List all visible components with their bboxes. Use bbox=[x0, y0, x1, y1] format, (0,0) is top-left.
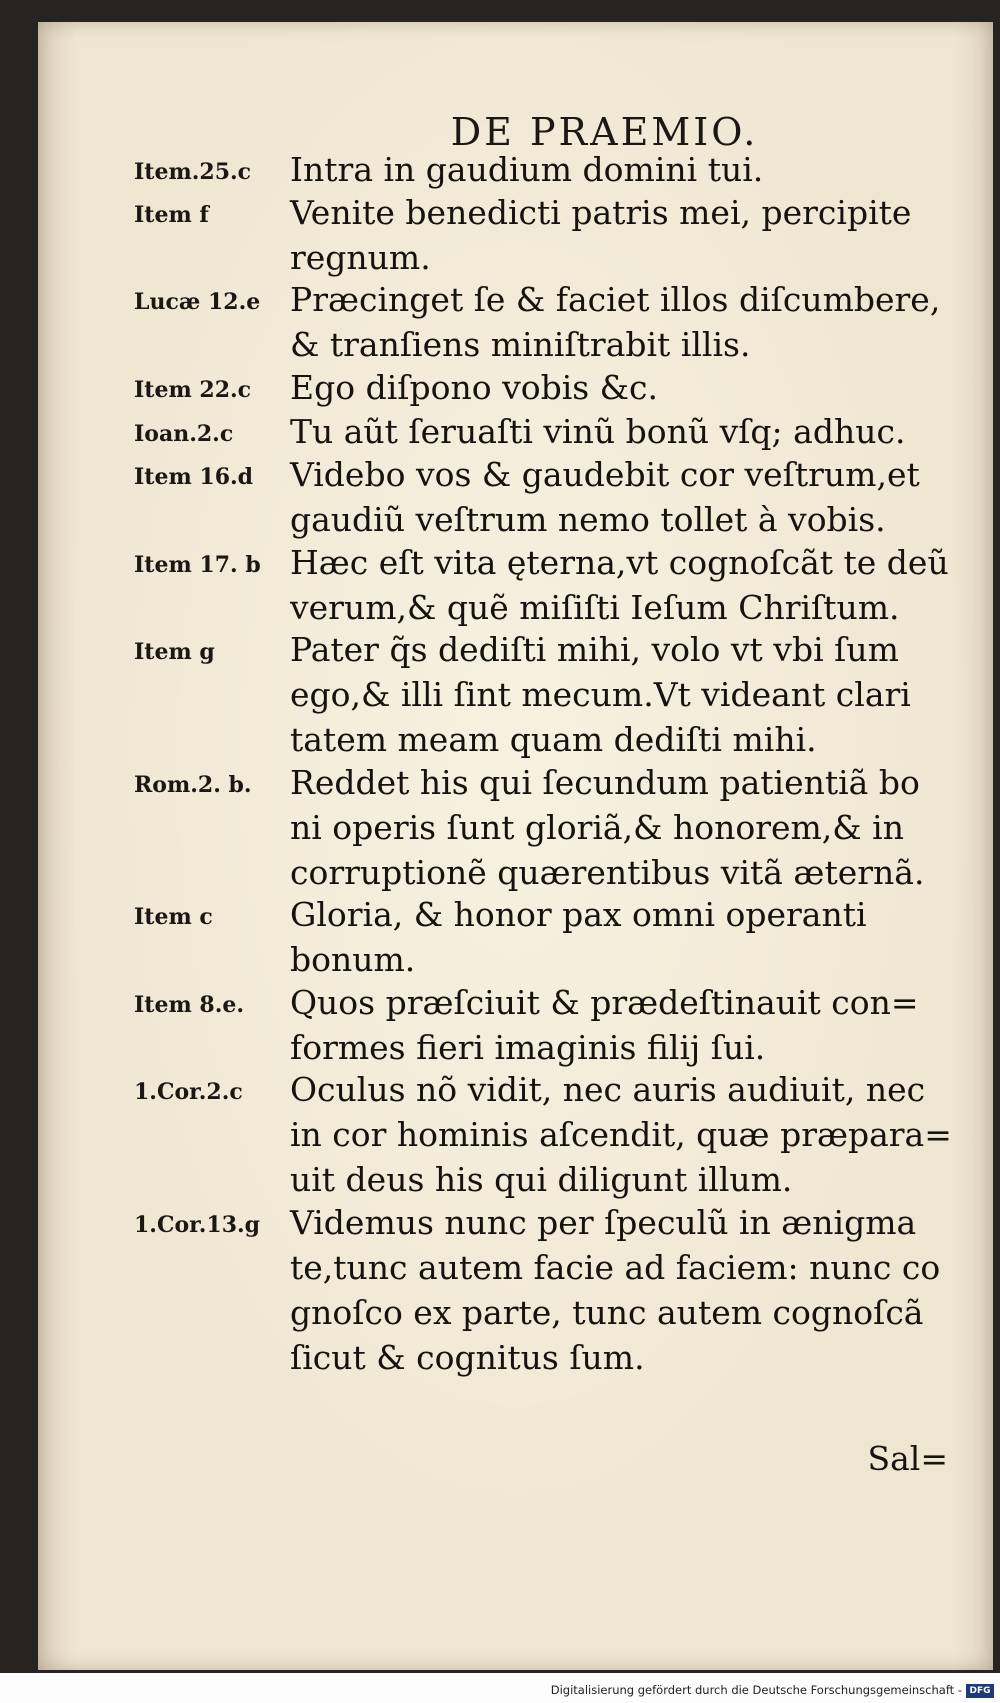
entry-text bbox=[290, 1200, 980, 1380]
digitization-footer bbox=[0, 1673, 1000, 1703]
text-line: & tranſiens miniſtrabit illis. bbox=[290, 325, 751, 364]
margin-reference: Lucæ 12.e bbox=[134, 289, 261, 315]
text-line: ni operis ſunt gloriã,& honorem,& in bbox=[290, 808, 904, 847]
text-line: Hæc eſt vita ęterna,vt cognoſcãt te deũ bbox=[290, 543, 949, 582]
text-line: gnoſco ex parte, tunc autem cognoſcã bbox=[290, 1293, 924, 1332]
margin-reference: Item f bbox=[134, 202, 209, 228]
text-line: Ego diſpono vobis &c. bbox=[290, 368, 659, 407]
text-line: verum,& quẽ miſiſti Ieſum Chriſtum. bbox=[290, 588, 900, 627]
entry-text bbox=[290, 1067, 980, 1202]
entry-text bbox=[290, 190, 980, 280]
entry-text bbox=[290, 540, 980, 630]
footer-credit: Digitalisierung gefördert durch die Deutsche Forschungsgemeinschaft - bbox=[550, 1683, 962, 1697]
entry-text bbox=[290, 409, 980, 454]
margin-reference: Item 17. b bbox=[134, 552, 261, 578]
entry-text bbox=[290, 760, 980, 895]
margin-reference: Item 16.d bbox=[134, 464, 254, 490]
dfg-logo: DFG bbox=[966, 1684, 994, 1698]
entry-text bbox=[290, 365, 980, 410]
margin-reference: Item c bbox=[134, 904, 213, 930]
text-line: ego,& illi ſint mecum.Vt videant clari bbox=[290, 675, 911, 714]
margin-reference: 1.Cor.13.g bbox=[134, 1212, 261, 1238]
margin-reference: Rom.2. b. bbox=[134, 772, 252, 798]
text-line: Tu aũt ſeruaſti vinũ bonũ vſq; adhuc. bbox=[290, 412, 906, 451]
text-line: Gloria, & honor pax omni operanti bbox=[290, 895, 867, 934]
text-line: Præcinget ſe & faciet illos diſcumbere, bbox=[290, 280, 941, 319]
text-line: regnum. bbox=[290, 238, 431, 277]
margin-reference: Item g bbox=[134, 639, 215, 665]
margin-reference: Ioan.2.c bbox=[134, 421, 234, 447]
text-line: bonum. bbox=[290, 940, 416, 979]
entry-text bbox=[290, 277, 980, 367]
text-line: Pater q̃s dediſti mihi, volo vt vbi ſum bbox=[290, 630, 899, 669]
margin-reference: Item 8.e. bbox=[134, 992, 245, 1018]
text-line: Venite benedicti patris mei, percipite bbox=[290, 193, 912, 232]
catchword: Sal= bbox=[867, 1439, 948, 1478]
text-line: Oculus nõ vidit, nec auris audiuit, nec bbox=[290, 1070, 926, 1109]
text-line: Reddet his qui ſecundum patientiã bo bbox=[290, 763, 920, 802]
page-header: DE PRAEMIO. bbox=[450, 110, 759, 154]
text-line: gaudiũ veſtrum nemo tollet à vobis. bbox=[290, 500, 886, 539]
text-line: Quos præſciuit & prædeſtinauit con= bbox=[290, 983, 919, 1022]
text-line: Videbo vos & gaudebit cor veſtrum,et bbox=[290, 455, 920, 494]
entry-text bbox=[290, 147, 980, 192]
entry-text bbox=[290, 452, 980, 542]
text-line: in cor hominis aſcendit, quæ præpara= bbox=[290, 1115, 952, 1154]
text-line: tatem meam quam dediſti mihi. bbox=[290, 720, 817, 759]
margin-reference: Item.25.c bbox=[134, 159, 252, 185]
entry-text bbox=[290, 892, 980, 982]
entry-text bbox=[290, 627, 980, 762]
entry-text bbox=[290, 980, 980, 1070]
book-page bbox=[38, 22, 993, 1670]
text-line: corruptionẽ quærentibus vitã æternã. bbox=[290, 853, 925, 892]
margin-reference: 1.Cor.2.c bbox=[134, 1079, 243, 1105]
text-line: uit deus his qui diligunt illum. bbox=[290, 1160, 793, 1199]
text-line: ſicut & cognitus ſum. bbox=[290, 1338, 645, 1377]
text-line: formes fieri imaginis filij ſui. bbox=[290, 1028, 766, 1067]
text-line: te,tunc autem facie ad faciem: nunc co bbox=[290, 1248, 941, 1287]
text-line: Videmus nunc per ſpeculũ in ænigma bbox=[290, 1203, 917, 1242]
text-line: Intra in gaudium domini tui. bbox=[290, 150, 764, 189]
margin-reference: Item 22.c bbox=[134, 377, 252, 403]
